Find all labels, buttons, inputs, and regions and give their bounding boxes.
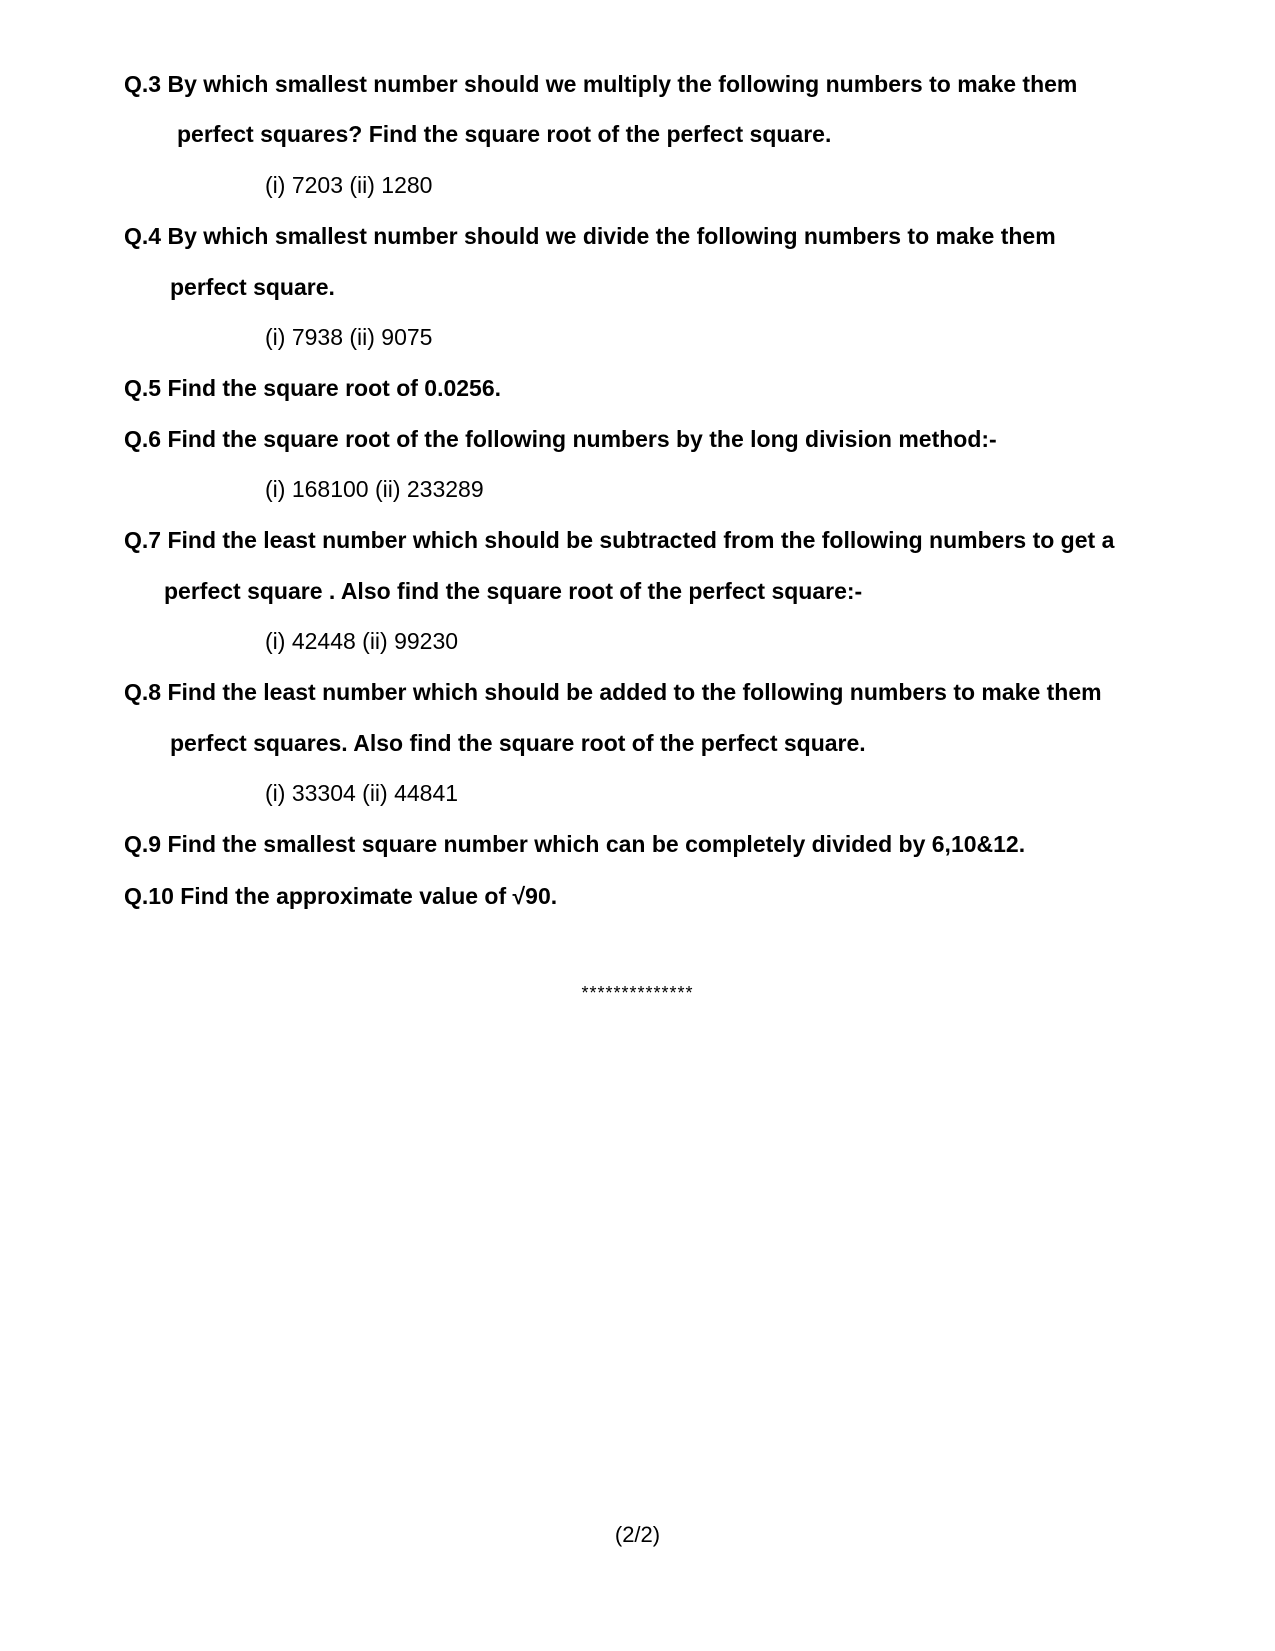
separator-stars: ************** <box>581 983 694 1003</box>
question-6-line-1: Q.6 Find the square root of the following numbers by the long division method:- <box>124 426 997 452</box>
question-3-options: (i) 7203 (ii) 1280 <box>265 172 433 198</box>
question-9: Q.9 Find the smallest square number which can be completely divided by 6,10&12. <box>124 831 1026 857</box>
question-5: Q.5 Find the square root of 0.0256. <box>124 375 502 401</box>
question-8-options: (i) 33304 (ii) 44841 <box>265 780 459 806</box>
question-4-options: (i) 7938 (ii) 9075 <box>265 324 433 350</box>
question-7-line-1: Q.7 Find the least number which should be subtracted from the following numbers to get a <box>124 527 1115 553</box>
question-4-line-2: perfect square. <box>170 274 335 300</box>
question-8-line-1: Q.8 Find the least number which should be added to the following numbers to make them <box>124 679 1102 705</box>
page-number: (2/2) <box>614 1522 661 1547</box>
question-4-line-1: Q.4 By which smallest number should we divide the following numbers to make them <box>124 223 1056 249</box>
question-7-options: (i) 42448 (ii) 99230 <box>265 628 459 654</box>
question-8-line-2: perfect squares. Also find the square root of the perfect square. <box>170 730 866 756</box>
question-7-line-2: perfect square . Also find the square root of the perfect square:- <box>164 578 863 604</box>
question-6-options: (i) 168100 (ii) 233289 <box>265 476 484 502</box>
question-3-line-1: Q.3 By which smallest number should we multiply the following numbers to make them <box>124 71 1078 97</box>
question-3-line-2: perfect squares? Find the square root of the perfect square. <box>177 121 832 147</box>
question-10: Q.10 Find the approximate value of √90. <box>124 883 558 909</box>
